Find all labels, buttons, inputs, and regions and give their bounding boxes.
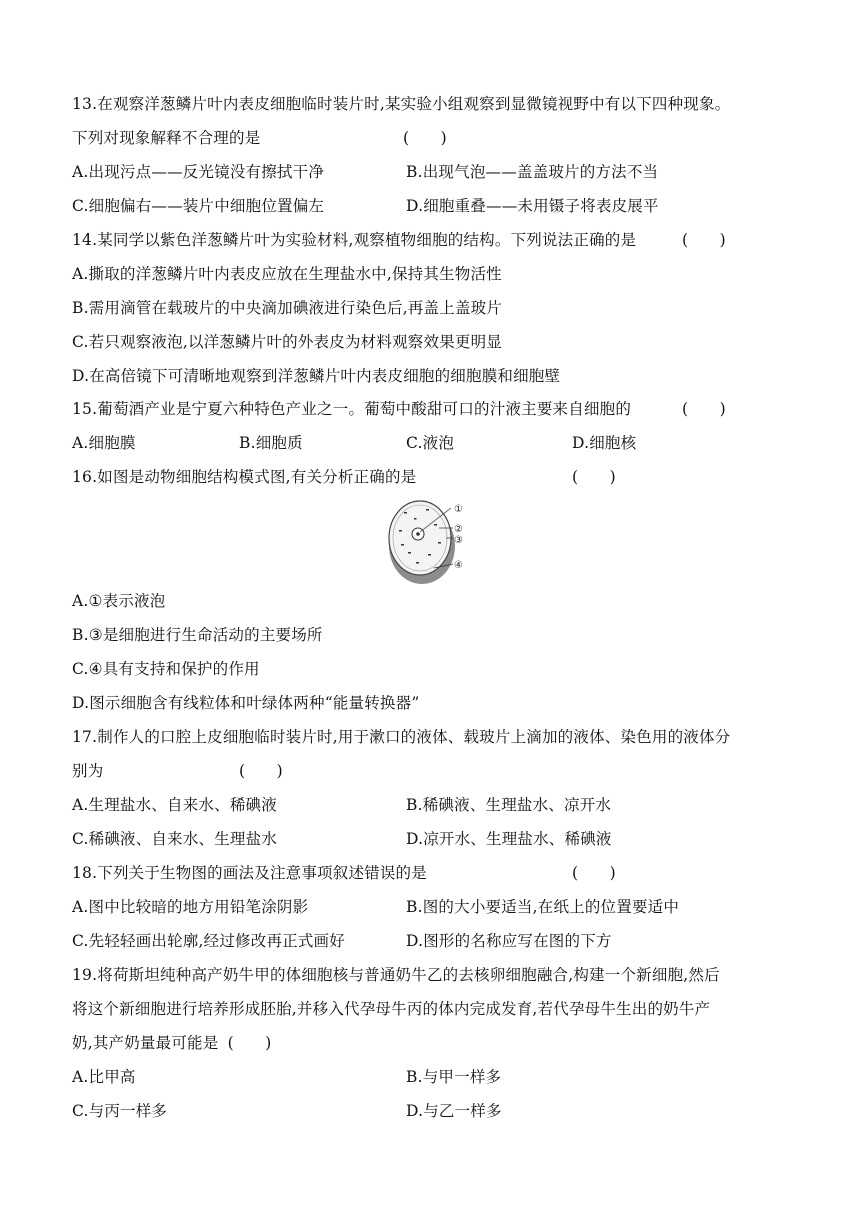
q17-stem-line2 bbox=[72, 761, 772, 781]
q14-option-c: C.若只观察液泡,以洋葱鳞片叶的外表皮为材料观察效果更明显 bbox=[72, 333, 502, 351]
q16-stem-line bbox=[72, 467, 792, 487]
q14-option-b: B.需用滴管在载玻片的中央滴加碘液进行染色后,再盖上盖玻片 bbox=[72, 299, 503, 317]
q13-option-c: C.细胞偏右——装片中细胞位置偏左 bbox=[72, 197, 325, 215]
q15-answer-paren: ( ) bbox=[682, 400, 726, 418]
q18-stem-line bbox=[72, 863, 772, 883]
q18-answer-paren: ( ) bbox=[572, 864, 616, 882]
q15-option-c: C.液泡 bbox=[406, 434, 455, 452]
q13-option-a: A.出现污点——反光镜没有擦拭干净 bbox=[72, 163, 325, 181]
q13-stem-line2 bbox=[72, 128, 447, 148]
q15-option-d: D.细胞核 bbox=[572, 434, 637, 452]
q18-option-d: D.图形的名称应写在图的下方 bbox=[406, 932, 612, 950]
q18-option-b: B.图的大小要适当,在纸上的位置要适中 bbox=[406, 898, 680, 916]
q13-stem-text: 下列对现象解释不合理的是 bbox=[72, 129, 261, 147]
q19-stem-line2: 将这个新细胞进行培养形成胚胎,并移入代孕母牛丙的体内完成发育,若代孕母牛生出的奶牛产 bbox=[72, 1000, 711, 1018]
q14-option-a: A.撕取的洋葱鳞片叶内表皮应放在生理盐水中,保持其生物活性 bbox=[72, 265, 502, 283]
label-2: ② bbox=[454, 524, 463, 535]
q19-options-row1 bbox=[72, 1067, 772, 1087]
q16-option-c: C.④具有支持和保护的作用 bbox=[72, 660, 260, 678]
q18-stem-text: 18.下列关于生物图的画法及注意事项叙述错误的是 bbox=[72, 864, 427, 882]
q15-options-row bbox=[72, 433, 792, 453]
q16-option-b: B.③是细胞进行生命活动的主要场所 bbox=[72, 626, 323, 644]
cell-nucleolus bbox=[416, 532, 420, 536]
q17-option-d: D.凉开水、生理盐水、稀碘液 bbox=[406, 830, 612, 848]
q19-stem-text: 奶,其产奶量最可能是 bbox=[72, 1034, 219, 1052]
q14-answer-paren: ( ) bbox=[682, 231, 726, 249]
q16-option-d: D.图示细胞含有线粒体和叶绿体两种“能量转换器” bbox=[72, 694, 420, 712]
q13-option-b: B.出现气泡——盖盖玻片的方法不当 bbox=[406, 163, 659, 181]
q19-option-c: C.与丙一样多 bbox=[72, 1102, 168, 1120]
q14-stem-line bbox=[72, 230, 792, 250]
q13-options-row1 bbox=[72, 162, 772, 182]
q13-option-d: D.细胞重叠——未用镊子将表皮展平 bbox=[406, 197, 659, 215]
q19-stem-line1: 19.将荷斯坦纯种高产奶牛甲的体细胞核与普通奶牛乙的去核卵细胞融合,构建一个新细胞,然后 bbox=[72, 966, 720, 984]
q18-option-a: A.图中比较暗的地方用铅笔涂阴影 bbox=[72, 898, 309, 916]
q15-stem-line bbox=[72, 399, 792, 419]
q14-option-d: D.在高倍镜下可清晰地观察到洋葱鳞片叶内表皮细胞的细胞膜和细胞壁 bbox=[72, 367, 561, 385]
q18-options-row1 bbox=[72, 897, 772, 917]
q15-option-b: B.细胞质 bbox=[239, 434, 303, 452]
q17-options-row1 bbox=[72, 795, 772, 815]
q16-option-a: A.①表示液泡 bbox=[72, 592, 166, 610]
q17-options-row2 bbox=[72, 829, 772, 849]
q17-option-b: B.稀碘液、生理盐水、凉开水 bbox=[406, 796, 612, 814]
q13-stem-line1: 13.在观察洋葱鳞片叶内表皮细胞临时装片时,某实验小组观察到显微镜视野中有以下四种现象。 bbox=[72, 95, 731, 113]
q15-option-a: A.细胞膜 bbox=[72, 434, 136, 452]
q17-option-a: A.生理盐水、自来水、稀碘液 bbox=[72, 796, 277, 814]
q19-stem-line3 bbox=[72, 1033, 772, 1053]
q16-stem-text: 16.如图是动物细胞结构模式图,有关分析正确的是 bbox=[72, 468, 417, 486]
q19-option-d: D.与乙一样多 bbox=[406, 1102, 502, 1120]
q19-option-b: B.与甲一样多 bbox=[406, 1068, 502, 1086]
q15-stem-text: 15.葡萄酒产业是宁夏六种特色产业之一。葡萄中酸甜可口的汁液主要来自细胞的 bbox=[72, 400, 632, 418]
q18-options-row2 bbox=[72, 931, 772, 951]
label-3: ③ bbox=[454, 535, 463, 546]
q13-answer-paren: ( ) bbox=[403, 129, 447, 147]
label-4: ④ bbox=[454, 560, 463, 571]
q18-option-c: C.先轻轻画出轮廓,经过修改再正式画好 bbox=[72, 932, 345, 950]
q17-stem-text: 别为 bbox=[72, 762, 104, 780]
q14-stem-text: 14.某同学以紫色洋葱鳞片叶为实验材料,观察植物细胞的结构。下列说法正确的是 bbox=[72, 231, 637, 249]
q17-option-c: C.稀碘液、自来水、生理盐水 bbox=[72, 830, 278, 848]
q17-stem-line1: 17.制作人的口腔上皮细胞临时装片时,用于漱口的液体、载玻片上滴加的液体、染色用的液体分 bbox=[72, 728, 731, 746]
q19-options-row2 bbox=[72, 1101, 772, 1121]
animal-cell-diagram bbox=[384, 494, 484, 586]
label-1: ① bbox=[454, 504, 463, 515]
q16-answer-paren: ( ) bbox=[572, 468, 616, 486]
q19-answer-paren: ( ) bbox=[227, 1034, 272, 1052]
q13-options-row2 bbox=[72, 196, 772, 216]
q19-option-a: A.比甲高 bbox=[72, 1068, 136, 1086]
q17-answer-paren: ( ) bbox=[239, 762, 283, 780]
